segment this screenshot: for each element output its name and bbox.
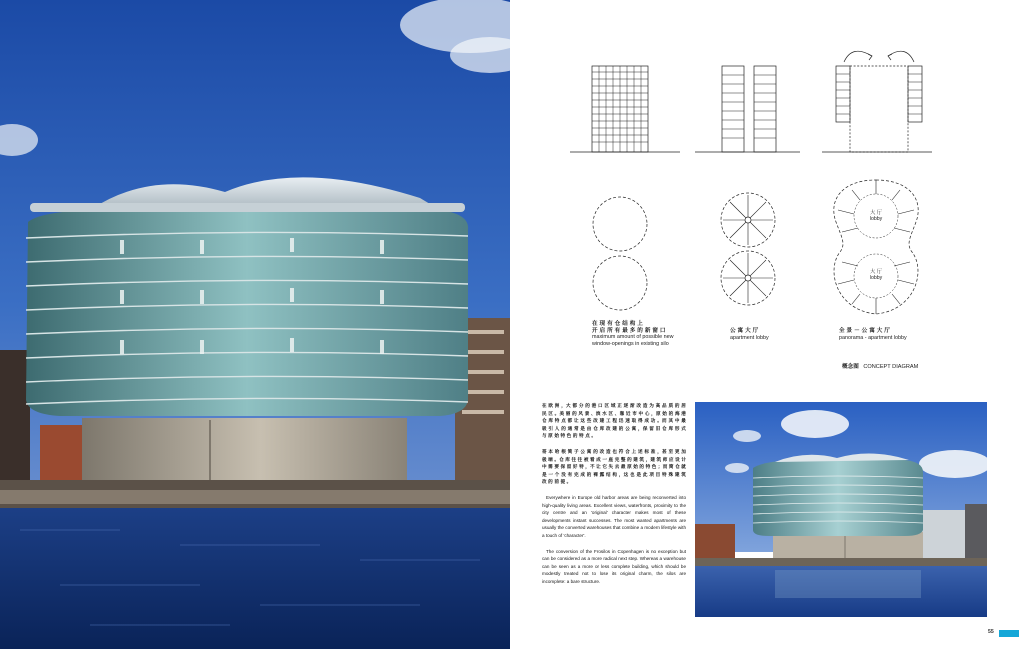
lobby-label-lower [861, 269, 891, 281]
lobby-label-lower-en: lobby [869, 275, 883, 281]
concept-diagram-title [842, 362, 918, 370]
page-tab-marker [999, 630, 1019, 637]
plan-panorama-lobby [834, 180, 918, 314]
page-number: 55 [988, 629, 994, 635]
lobby-label-lower-zh: 大 厅 [870, 269, 882, 275]
lobby-label-upper-en: lobby [869, 216, 883, 222]
paragraph-zh-2: 哥 本 哈 根 筒 子 公 寓 的 改 造 也 符 合 上 述 标 准 ，甚 至 更 加 极 端 。仓 库 往 往 被 看 成 一 座 完 整 的 建 筑 ，建 筑 师 应 设 计 中 需 要 保 留 好 特 ，不 让 它 失 去 最 原 始 的 特 色 ；而 筒 仓 就 是 一 个 没 有 完 成 的 裸 露 结 构 ，这 也 是 此 项 目 特 殊 建 筑 改 的 前 提 。 [542, 448, 686, 485]
concept-diagram-title-en: CONCEPT DIAGRAM [863, 364, 919, 370]
plan-max-windows [593, 197, 647, 310]
elevation-panorama-lobby [822, 51, 932, 152]
concept-diagram-title-zh: 概念图 [842, 364, 859, 370]
lobby-label-upper-zh: 大 厅 [870, 210, 882, 216]
article-body [542, 402, 686, 593]
caption-apartment-lobby-en: apartment lobby [730, 334, 769, 341]
plan-apartment-lobby [721, 193, 775, 305]
elevation-apartment-lobby [695, 66, 800, 152]
lobby-label-upper [861, 210, 891, 222]
right-page [512, 0, 1019, 649]
caption-max-windows-en: maximum amount of possible new window-openings in existing silo [592, 334, 674, 347]
concept-diagram-panel [512, 0, 1019, 380]
caption-apartment-lobby [730, 328, 810, 341]
elevation-max-windows [570, 66, 680, 152]
caption-max-windows-zh: 在 现 有 仓 结 构 上 开 启 所 有 最 多 的 新 窗 口 [592, 321, 666, 334]
caption-panorama-lobby-en: panorama - apartment lobby [839, 334, 907, 341]
caption-panorama-lobby-zh: 全 景 － 公 寓 大 厅 [839, 328, 891, 334]
caption-panorama-lobby [839, 328, 949, 341]
paragraph-zh-1: 在 欧 洲 ，大 都 分 的 港 口 区 域 正 逐 渐 改 造 为 高 品 质 的 居 民 区 。美 丽 的 风 景 、滨 水 区 、靠 近 市 中 心 ，原 始 的 海 港 仓 库 特 点 都 让 这 些 改 建 工 程 迅 速 取 得 成 功 。而 其 中 最 吸 引 人 的 通 常 是 由 仓 库 改 建 的 公 寓 ，保 留 旧 仓 库 形 式 与 原 始 特 色 的 特 点 。 [542, 403, 686, 439]
paragraph-en-1: Everywhere in Europe old harbor areas are being reconverted into high-quality living areas. Excellent views, waterfronts, proximity to the city centre and an 'original' character makes most of these developments instant successes. The most wanted apartments are usually the converted warehouses that combine a modern lifestyle with a touch of 'character'. [542, 494, 686, 538]
concept-diagram-drawings [512, 0, 1019, 380]
secondary-building-photo [695, 402, 987, 617]
caption-max-windows [592, 321, 692, 347]
paragraph-en-2: The conversion of the Frosilos in Copenhagen is no exception but can be considered as a more radical next step. Whereas a warehouse can be seen as a more or less complete building, which should be modestly treated not to lose its original charm, the silos are incomplete: a bare structure. [542, 548, 686, 584]
caption-apartment-lobby-zh: 公 寓 大 厅 [730, 328, 759, 334]
